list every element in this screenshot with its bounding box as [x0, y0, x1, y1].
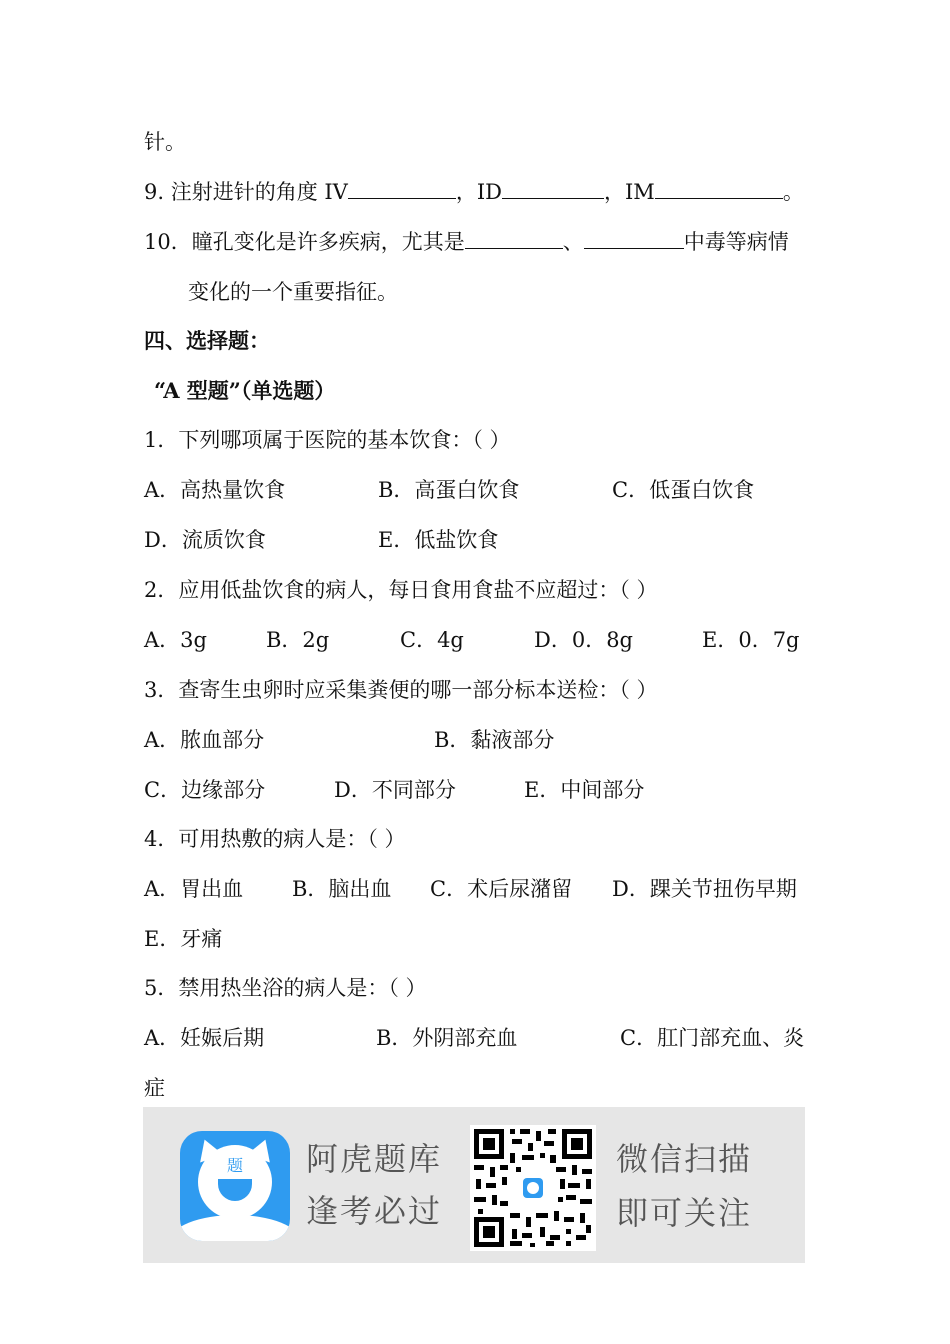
option-e[interactable]: E．中间部分 [524, 778, 645, 802]
option-c[interactable]: C．术后尿潴留 [430, 877, 573, 901]
question-9-stem: 9. 注射进针的角度 IV [144, 180, 348, 204]
blank-id[interactable] [502, 178, 604, 199]
cta-line-1: 微信扫描 [616, 1140, 753, 1178]
option-a[interactable]: A．胃出血 [144, 877, 244, 901]
option-d[interactable]: D．不同部分 [334, 778, 456, 802]
option-b[interactable]: B．黏液部分 [434, 728, 555, 752]
option-e[interactable]: E．0．7g [702, 628, 800, 652]
option-a[interactable]: A．高热量饮食 [144, 478, 286, 502]
option-c[interactable]: C．肛门部充血、炎 [620, 1026, 805, 1050]
slogan-line-2: 逢考必过 [306, 1192, 443, 1230]
option-a[interactable]: A．3g [144, 628, 207, 652]
type-a-heading: “A 型题”（单选题） [154, 378, 336, 403]
option-c[interactable]: C．边缘部分 [144, 778, 266, 802]
cta-line-2: 即可关注 [616, 1194, 753, 1232]
question-1: 1．下列哪项属于医院的基本饮食：（ ） [144, 428, 511, 452]
section-heading: 四、选择题： [144, 328, 270, 353]
option-b[interactable]: B．外阴部充血 [376, 1026, 518, 1050]
option-c-cont: 症 [144, 1076, 165, 1100]
option-e[interactable]: E．低盐饮食 [378, 528, 499, 552]
q9-end: 。 [782, 180, 804, 204]
qr-code-icon[interactable] [470, 1125, 596, 1251]
promo-banner [143, 1107, 805, 1263]
blank-iv[interactable] [348, 178, 456, 199]
app-logo-icon [180, 1131, 290, 1241]
label-im: ，IM [604, 180, 655, 204]
question-10 [144, 228, 789, 256]
app-logo-glyph: 题 [226, 1156, 243, 1175]
option-b[interactable]: B．2g [266, 628, 330, 652]
q10-sep: 、 [562, 230, 584, 254]
option-d[interactable]: D．0．8g [534, 628, 634, 652]
question-10-cont: 变化的一个重要指征。 [188, 280, 398, 304]
option-c[interactable]: C．低蛋白饮食 [612, 478, 755, 502]
option-b[interactable]: B．脑出血 [292, 877, 392, 901]
slogan-line-1: 阿虎题库 [306, 1140, 443, 1178]
question-2: 2．应用低盐饮食的病人，每日食用食盐不应超过：（ ） [144, 578, 658, 602]
question-10-stem: 10．瞳孔变化是许多疾病，尤其是 [144, 230, 465, 254]
label-id: ，ID [455, 180, 502, 204]
option-d[interactable]: D．踝关节扭伤早期 [612, 877, 797, 901]
question-3: 3．查寄生虫卵时应采集粪便的哪一部分标本送检：（ ） [144, 678, 658, 702]
question-5: 5．禁用热坐浴的病人是：（ ） [144, 976, 427, 1000]
q10-end: 中毒等病情 [683, 230, 789, 254]
option-d[interactable]: D．流质饮食 [144, 528, 266, 552]
question-9 [144, 178, 804, 206]
blank-im[interactable] [655, 178, 783, 199]
question-4: 4．可用热敷的病人是：（ ） [144, 827, 406, 851]
option-e[interactable]: E．牙痛 [144, 927, 223, 951]
option-a[interactable]: A．脓血部分 [144, 728, 265, 752]
text-line: 针。 [144, 130, 186, 154]
option-b[interactable]: B．高蛋白饮食 [378, 478, 520, 502]
blank-10a[interactable] [465, 228, 563, 249]
option-c[interactable]: C．4g [400, 628, 464, 652]
option-a[interactable]: A．妊娠后期 [144, 1026, 265, 1050]
blank-10b[interactable] [584, 228, 684, 249]
